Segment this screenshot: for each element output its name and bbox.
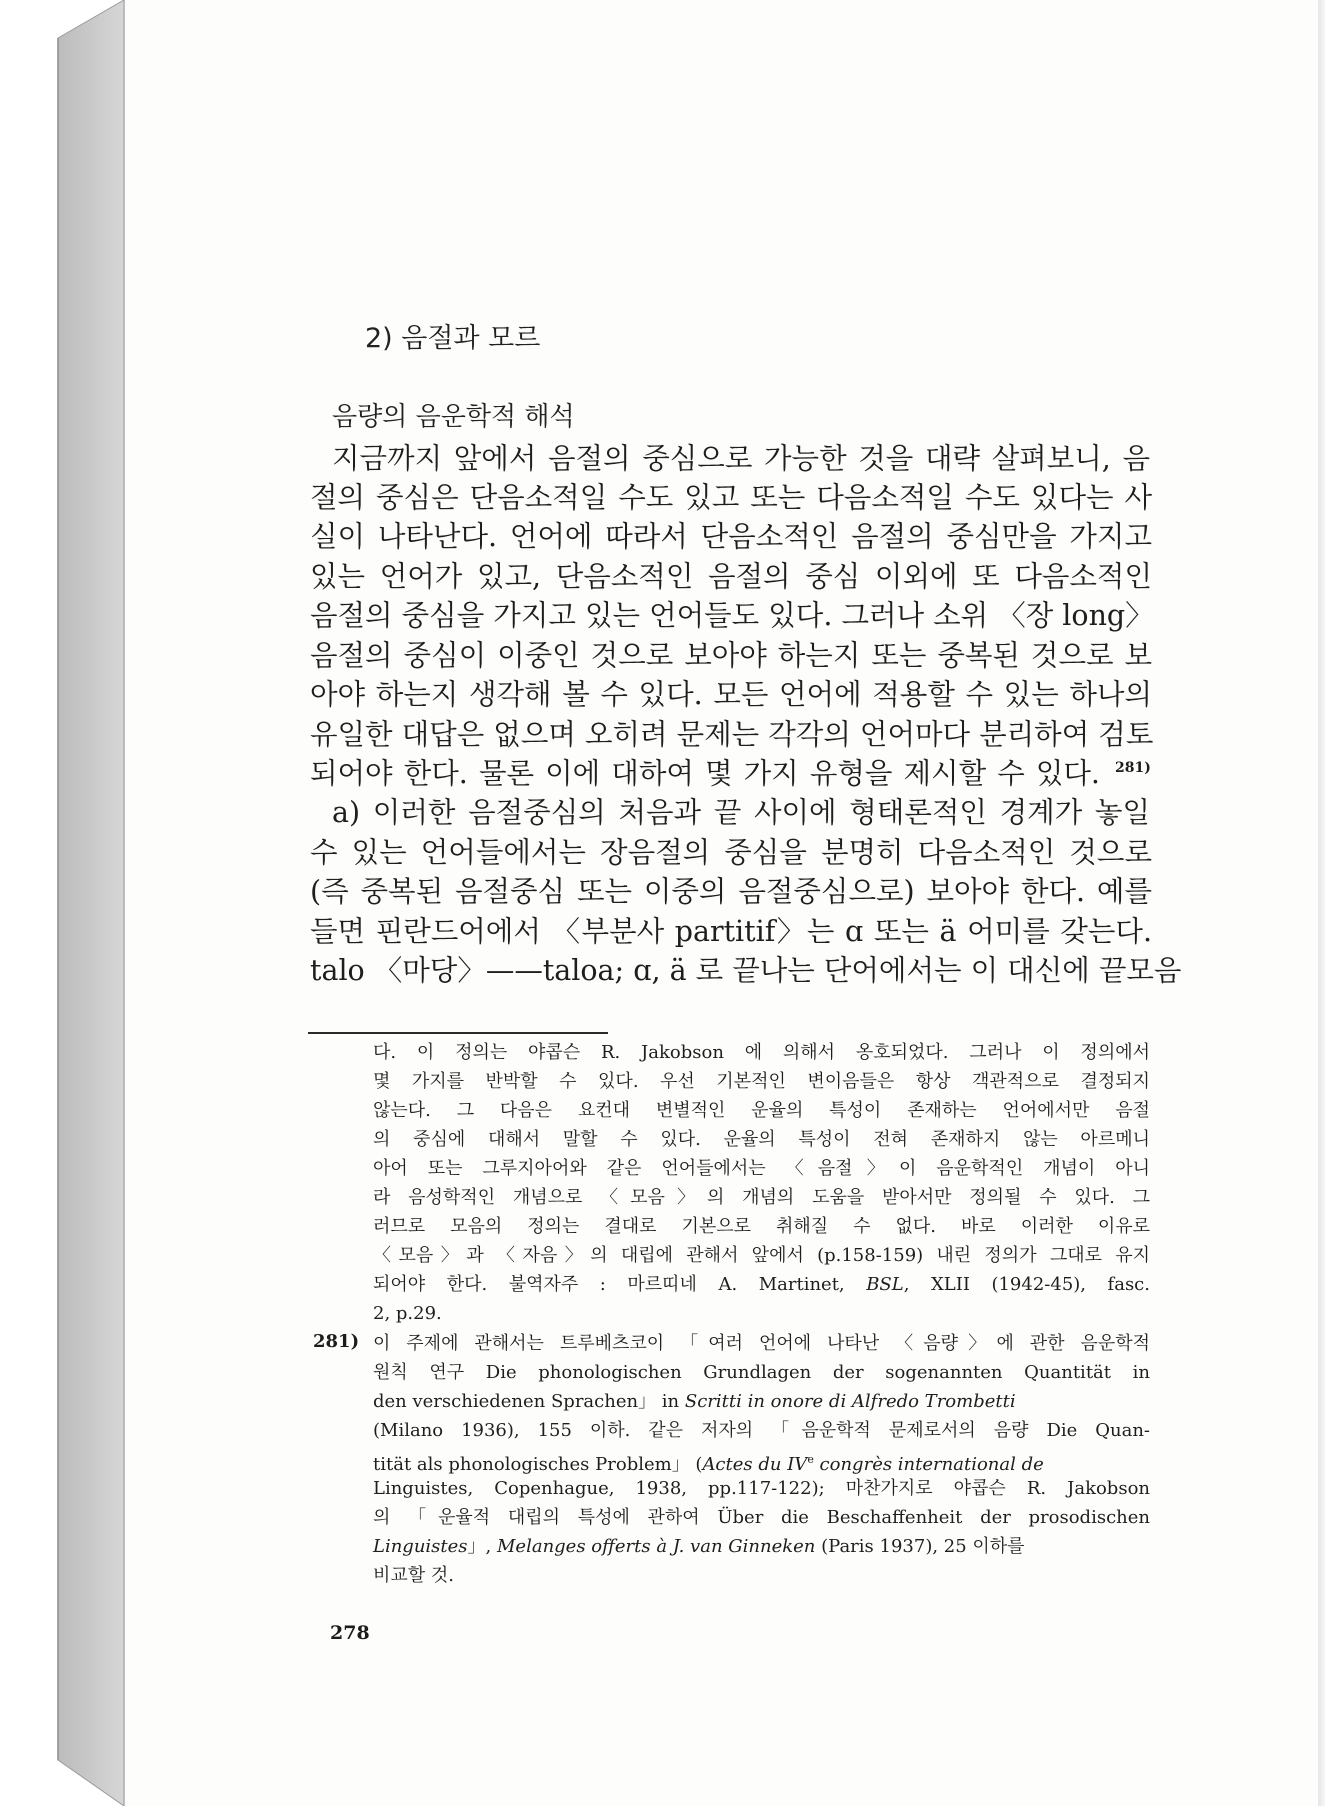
body-line: (즉 중복된 음절중심 또는 이중의 음절중심으로) 보아야 한다. 예를 (310, 875, 1152, 908)
body-line: 실이 나타난다. 언어에 따라서 단음소적인 음절의 중심만을 가지고 (310, 520, 1152, 553)
footnote-separator (308, 1032, 608, 1034)
body-line: 있는 언어가 있고, 단음소적인 음절의 중심 이외에 또 다음소적인 (310, 560, 1152, 593)
footnote-line: Linguistes」, Melanges offerts à J. van Ginneken (Paris 1937), 25 이하를 (373, 1536, 1025, 1557)
footnote-line: 라 음성학적인 개념으로 〈모음〉의 개념의 도움을 받아서만 정의될 수 있다. 그 (373, 1187, 1150, 1208)
body-line: 지금까지 앞에서 음절의 중심으로 가능한 것을 대략 살펴보니, 음 (332, 442, 1150, 475)
footnote-line: 의 「운율적 대립의 특성에 관하여 Über die Beschaffenheit der prosodischen (373, 1507, 1150, 1528)
section-heading: 2) 음절과 모르 (365, 323, 541, 354)
footnote-line: (Milano 1936), 155 이하. 같은 저자의 「음운학적 문제로서의 음량 Die Quan- (373, 1420, 1150, 1441)
body-line: 음절의 중심을 가지고 있는 언어들도 있다. 그러나 소위 〈장 long〉 (310, 599, 1154, 632)
subheading: 음량의 음운학적 해석 (332, 402, 575, 432)
body-line: 절의 중심은 단음소적일 수도 있고 또는 다음소적일 수도 있다는 사 (310, 481, 1152, 514)
page-number: 278 (330, 1622, 370, 1644)
footnote-line: 아어 또는 그루지아어와 같은 언어들에서는 〈음절〉이 음운학적인 개념이 아니 (373, 1158, 1150, 1179)
body-line: 되어야 한다. 물론 이에 대하여 몇 가지 유형을 제시할 수 있다. (310, 757, 1100, 790)
footnote-reference[interactable]: 281) (1115, 760, 1151, 776)
footnote-line: 의 중심에 대해서 말할 수 있다. 운율의 특성이 전혀 존재하지 않는 아르메니 (373, 1129, 1150, 1150)
footnote-line: 이 주제에 관해서는 트루베츠코이 「여러 언어에 나타난 〈음량〉에 관한 음운학적 (373, 1333, 1150, 1354)
footnote-number: 281 ) (313, 1331, 359, 1352)
body-line: 수 있는 언어들에서는 장음절의 중심을 분명히 다음소적인 것으로 (310, 836, 1152, 869)
footnote-line: 〈모음〉과 〈자음〉의 대립에 관해서 앞에서 (p.158-159) 내린 정의가 그대로 유지 (373, 1245, 1150, 1266)
body-line: 아야 하는지 생각해 볼 수 있다. 모든 언어에 적용할 수 있는 하나의 (310, 678, 1152, 711)
footnote-line: 러므로 모음의 정의는 결대로 기본으로 취해질 수 없다. 바로 이러한 이유로 (373, 1216, 1150, 1237)
italic-title: Scritti in onore di Alfredo Trombetti (684, 1391, 1016, 1412)
body-line: 유일한 대답은 없으며 오히려 문제는 각각의 언어마다 분리하여 검토 (310, 718, 1154, 751)
footnote-line: 않는다. 그 다음은 요컨대 변별적인 운율의 특성이 존재하는 언어에서만 음절 (373, 1100, 1150, 1121)
body-line: 음절의 중심이 이중인 것으로 보아야 하는지 또는 중복된 것으로 보 (310, 639, 1152, 672)
body-line: a) 이러한 음절중심의 처음과 끝 사이에 형태론적인 경계가 놓일 (332, 796, 1150, 829)
footnote-line: 몇 가지를 반박할 수 있다. 우선 기본적인 변이음들은 항상 객관적으로 결정되지 (373, 1071, 1150, 1092)
footnote-line: 다. 이 정의는 야콥슨 R. Jakobson 에 의해서 옹호되었다. 그러나 이 정의에서 (373, 1042, 1150, 1063)
footnote-line: Linguistes, Copenhague, 1938, pp.117-122); 마찬가지로 야콥슨 R. Jakobson (373, 1478, 1150, 1499)
journal-title: BSL (866, 1274, 904, 1295)
footnote-line: 2, p.29. (373, 1303, 442, 1324)
footnote-line: 되어야 한다. 불역자주 : 마르띠네 A. Martinet, BSL, XLII (1942-45), fasc. (373, 1274, 1150, 1295)
body-line: 들면 핀란드어에서 〈부분사 partitif〉는 ɑ 또는 ä 어미를 갖는다. (310, 915, 1152, 948)
footnote-line: den verschiedenen Sprachen」 in Scritti in onore di Alfredo Trombetti (373, 1391, 1016, 1412)
footnote-line: 원칙 연구 Die phonologischen Grundlagen der sogenannten Quantität in (373, 1362, 1150, 1383)
footnote-line: 비교할 것. (373, 1565, 454, 1586)
body-line: talo 〈마당〉——taloa; ɑ, ä 로 끝나는 단어에서는 이 대신에 끝모음 (310, 954, 1182, 987)
footnote-line: tität als phonologisches Problem」 (Actes du IVe congrès international de (373, 1453, 1044, 1475)
